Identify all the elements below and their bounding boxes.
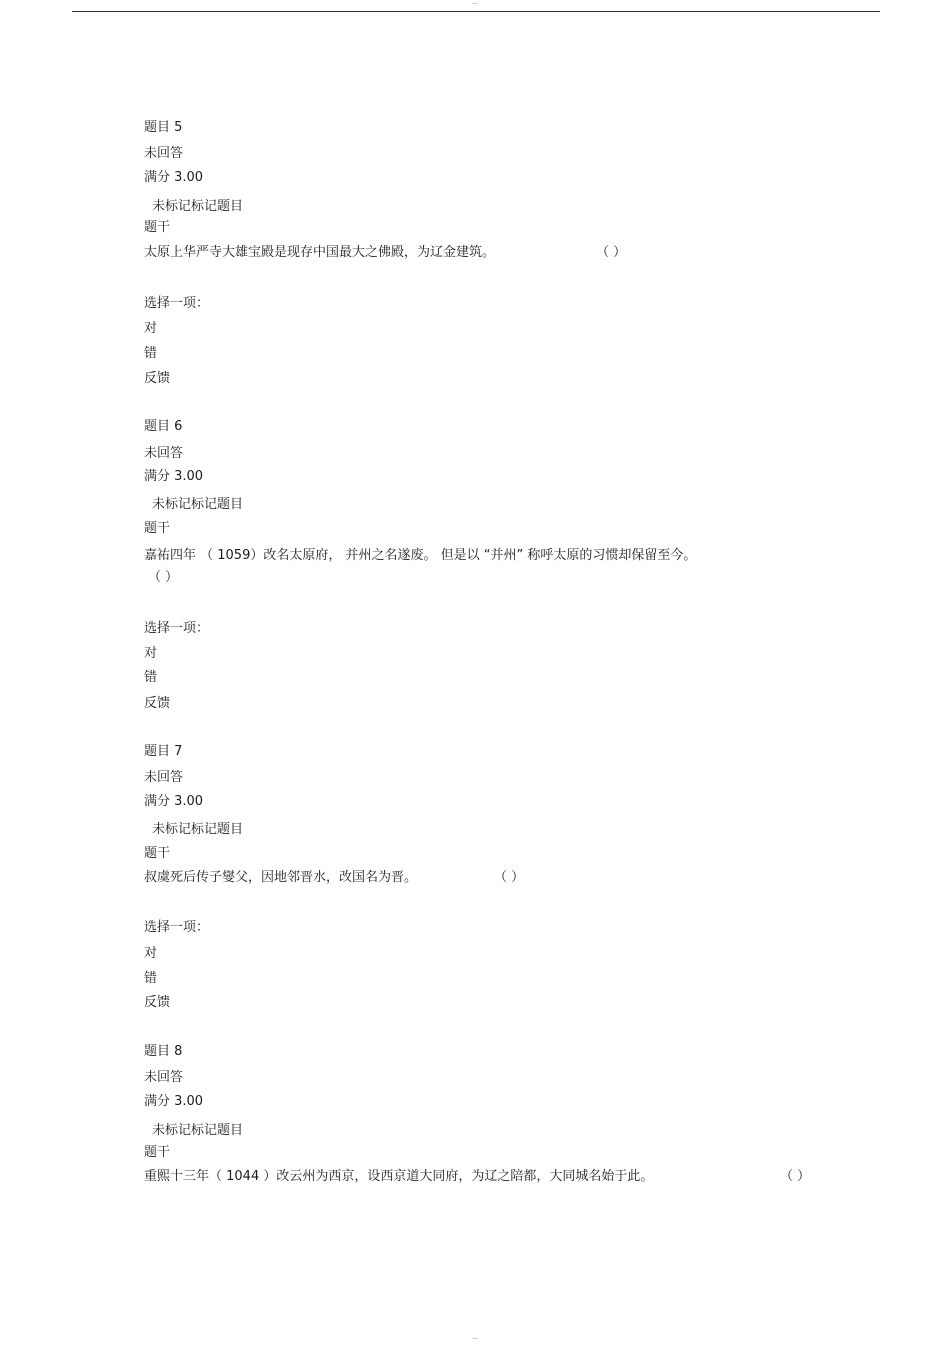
choice-prompt: 选择一项： (144, 920, 210, 935)
question-stem-label: 题干 (144, 521, 171, 536)
option-false[interactable]: 错 (144, 670, 158, 685)
question-stem-label: 题干 (144, 846, 171, 861)
answer-parentheses: （ ） (148, 570, 179, 585)
header-rule (72, 11, 880, 12)
question-number: 题目 8 (144, 1044, 183, 1059)
choice-prompt: 选择一项： (144, 296, 210, 311)
flag-question-link[interactable]: 未标记标记题目 (152, 1123, 244, 1138)
question-score: 满分 3.00 (144, 469, 204, 484)
flag-question-link[interactable]: 未标记标记题目 (152, 199, 244, 214)
question-text: 嘉祐四年 （ 1059）改名太原府， 并州之名遂废。 但是以 “并州” 称呼太原的习惯却保留至今。 (144, 548, 697, 563)
question-status: 未回答 (144, 1070, 184, 1085)
option-false[interactable]: 错 (144, 346, 158, 361)
question-score: 满分 3.00 (144, 794, 204, 809)
answer-parentheses: （ ） (780, 1169, 811, 1184)
flag-question-link[interactable]: 未标记标记题目 (152, 822, 244, 837)
question-text: 叔虞死后传子燮父，因地邻晋水，改国名为晋。 (144, 870, 418, 885)
question-status: 未回答 (144, 446, 184, 461)
feedback-label: 反馈 (144, 696, 171, 711)
question-status: 未回答 (144, 770, 184, 785)
question-number: 题目 5 (144, 120, 183, 135)
feedback-label: 反馈 (144, 371, 171, 386)
option-true[interactable]: 对 (144, 646, 158, 661)
question-text: 重熙十三年（ 1044 ）改云州为西京，设西京道大同府，为辽之陪都，大同城名始于此。 (144, 1169, 654, 1184)
question-stem-label: 题干 (144, 220, 171, 235)
question-score: 满分 3.00 (144, 1094, 204, 1109)
answer-parentheses: （ ） (494, 870, 525, 885)
option-true[interactable]: 对 (144, 946, 158, 961)
header-mark: — (472, 0, 478, 7)
choice-prompt: 选择一项： (144, 621, 210, 636)
flag-question-link[interactable]: 未标记标记题目 (152, 497, 244, 512)
question-number: 题目 6 (144, 419, 183, 434)
question-text: 太原上华严寺大雄宝殿是现存中国最大之佛殿，为辽金建筑。 (144, 245, 496, 260)
question-status: 未回答 (144, 146, 184, 161)
answer-parentheses: （ ） (596, 245, 627, 260)
footer-mark: — (472, 1335, 478, 1342)
question-number: 题目 7 (144, 744, 183, 759)
feedback-label: 反馈 (144, 995, 171, 1010)
question-score: 满分 3.00 (144, 170, 204, 185)
option-true[interactable]: 对 (144, 321, 158, 336)
question-stem-label: 题干 (144, 1145, 171, 1160)
option-false[interactable]: 错 (144, 971, 158, 986)
